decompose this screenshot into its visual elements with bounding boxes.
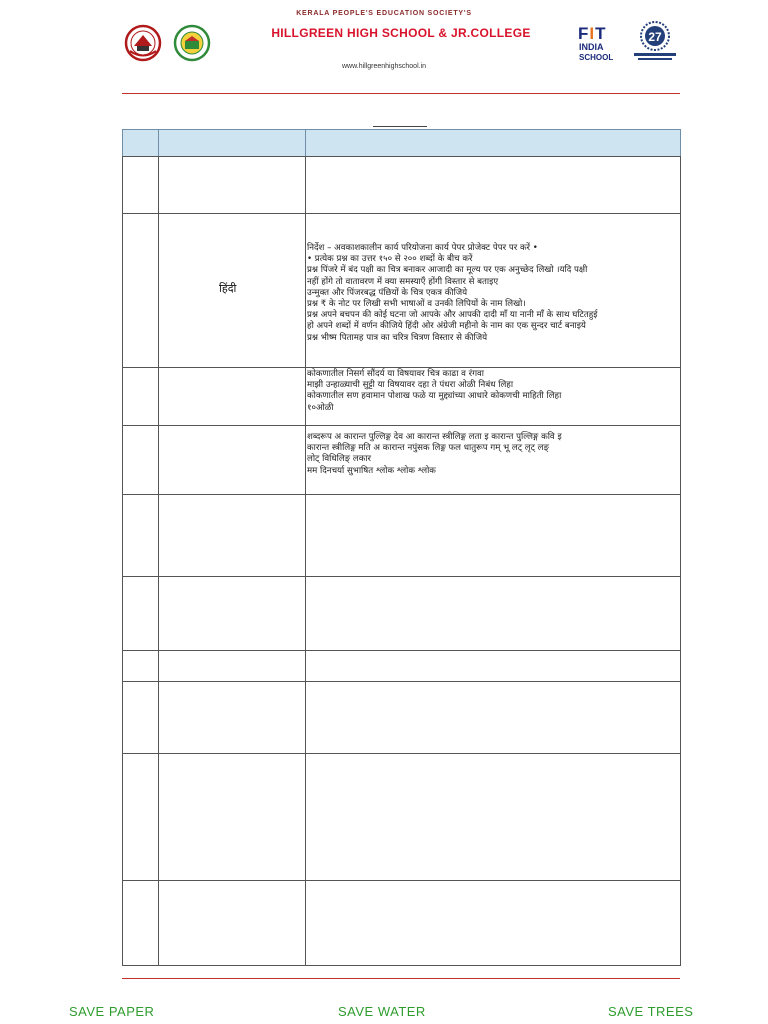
table-row — [158, 753, 306, 881]
table-header-cell — [158, 129, 306, 157]
school-name: HILLGREEN HIGH SCHOOL & JR.COLLEGE — [271, 26, 531, 40]
table-row — [122, 425, 159, 495]
anniversary-badge-logo — [628, 20, 682, 64]
table-row — [305, 753, 681, 881]
table-header-cell — [122, 129, 159, 157]
table-row — [305, 880, 681, 966]
svg-text:27: 27 — [648, 30, 662, 44]
table-row — [158, 425, 306, 495]
table-row — [158, 880, 306, 966]
table-row — [158, 650, 306, 682]
table-row — [158, 576, 306, 651]
table-row — [305, 681, 681, 754]
table-row — [122, 213, 159, 368]
header-divider — [122, 93, 680, 94]
table-header-cell — [305, 129, 681, 157]
table-row — [305, 576, 681, 651]
table-row — [122, 753, 159, 881]
subject-label: हिंदी — [219, 282, 237, 295]
row-content: शब्दरूप अ कारान्त पुल्लिङ्ग देव आ कारान्त स्त्रीलिङ्ग लता इ कारान्त पुल्लिङ्ग कवि इ कारान्त स्त्रीलिङ्ग मति अ कारान्त नपुंसक लिङ्ग फल धातुरूप गम् भू लट् लृट् लङ् लोट् विधिलिङ् लकार मम दिनचर्या सुभाषित श्लोक श्लोक श्लोक — [307, 432, 562, 476]
society-name: KERALA PEOPLE'S EDUCATION SOCIETY'S — [296, 10, 472, 17]
society-emblem-logo — [173, 24, 211, 62]
row-content: कोकणातील निसर्ग सौंदर्य या विषयावर चित्र काढा व रंगवा माझी उन्हाळ्याची सुट्टी या विषयावर दहा ते पंधरा ओळी निबंध लिहा कोकणातील सण हवामान पोशाख फळे या मुद्द्यांच्या आधारे कोकणची माहिती लिहा १०ओळी — [307, 369, 562, 413]
table-row — [122, 367, 159, 426]
table-row — [158, 367, 306, 426]
footer-save-trees: SAVE TREES — [608, 1004, 694, 1019]
table-row — [122, 576, 159, 651]
table-row — [158, 681, 306, 754]
table-row — [305, 650, 681, 682]
table-row — [122, 494, 159, 577]
row-content: निर्देश – अवकाशकालीन कार्य परियोजना कार्य पेपर प्रोजेक्ट पेपर पर करें • • प्रत्येक प्रश्न का उत्तर १५० से २०० शब्दों के बीच करें प्रश्न पिंजरे में बंद पक्षी का चित्र बनाकर आजादी का मूल्य पर एक अनुच्छेद लिखो ।यदि पक्षी नहीं होंगे तो वातावरण में क्या समस्याएँ होंगी विस्तार से बताइए उन्मुक्त और पिंजरबद्ध पंछियों के चित्र एकत्र कीजिये प्रश्न ₹ के नोट पर लिखी सभी भाषाओं व उनकी लिपियों के नाम लिखो। प्रश्न अपने बचपन की कोई घटना जो आपके और आपकी दादी माँ या नानी माँ के साथ घटितहुई हो अपने शब्दों में वर्णन कीजिये हिंदी ओर अंग्रेजी महीनो के नाम का एक सुन्दर चार्ट बनाइये प्रश्न भीष्म पितामह पात्र का चरित्र चित्रण विस्तार से कीजिये — [307, 243, 598, 343]
website-url: www.hillgreenhighschool.in — [341, 63, 427, 70]
table-row — [122, 681, 159, 754]
footer-save-paper: SAVE PAPER — [69, 1004, 155, 1019]
table-row — [122, 156, 159, 214]
table-row — [158, 494, 306, 577]
table-row — [305, 156, 681, 214]
table-row — [122, 880, 159, 966]
footer-save-water: SAVE WATER — [338, 1004, 426, 1019]
table-row — [158, 156, 306, 214]
table-row — [122, 650, 159, 682]
homework-table — [122, 129, 681, 966]
title-underline — [373, 126, 427, 127]
school-emblem-logo — [124, 24, 162, 62]
fit-india-school-logo: FIT INDIA SCHOOL — [578, 24, 614, 62]
table-row — [305, 494, 681, 577]
footer-divider — [122, 978, 680, 979]
